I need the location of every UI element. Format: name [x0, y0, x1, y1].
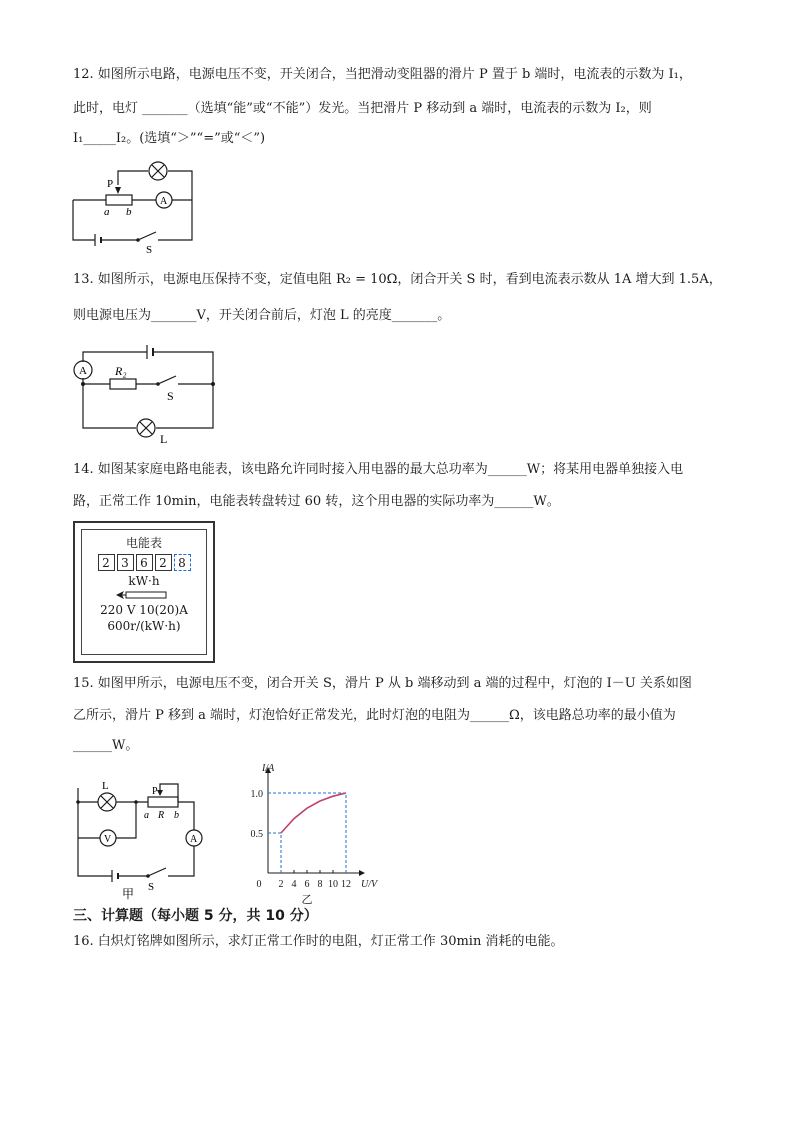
x-tick-label: 6 — [304, 879, 310, 890]
q15-line3: ______W。 — [73, 738, 139, 753]
meter-unit: kW·h — [128, 574, 160, 588]
energy-meter-panel — [81, 529, 207, 655]
q13-r2-label: R₂ — [115, 364, 127, 378]
energy-meter-figure — [73, 521, 215, 663]
x-tick-label: 10 — [328, 879, 338, 890]
q15-caption-yi: 乙 — [301, 894, 313, 905]
q12-label-a: a — [104, 206, 110, 218]
q15-lamp-label: L — [102, 780, 109, 792]
meter-disc-arrow-icon — [114, 590, 174, 600]
y-tick-label: 1.0 — [250, 789, 263, 800]
x-tick-label: 12 — [341, 879, 351, 890]
meter-digit: 6 — [136, 554, 153, 571]
q15-ammeter-label: A — [190, 834, 198, 845]
x-tick-label: 8 — [317, 879, 323, 890]
y-tick-label: 0.5 — [250, 829, 263, 840]
meter-title: 电能表 — [125, 536, 162, 550]
q13-circuit-figure — [70, 340, 220, 446]
q12-label-p: P — [107, 178, 114, 190]
q15-slider-p-label: P — [152, 786, 158, 797]
x-tick-label: 2 — [278, 879, 284, 890]
q13-line2: 则电源电压为_______V，开关闭合前后，灯泡 L 的亮度_______。 — [73, 308, 451, 323]
q13-lamp-label: L — [160, 432, 168, 446]
iu-graph-yi — [240, 755, 400, 905]
chart-labels — [251, 763, 380, 905]
meter-constant: 600r/(kW·h) — [107, 619, 181, 633]
q13-line1: 13. 如图所示，电源电压保持不变，定值电阻 R₂ = 10Ω，闭合开关 S 时，看到电流表示数从 1A 增大到 1.5A， — [73, 272, 722, 287]
chart-series — [281, 793, 346, 833]
chart-guides — [268, 793, 346, 873]
q15-line2: 乙所示，滑片 P 移到 a 端时，灯泡恰好正常发光，此时灯泡的电阻为______Ω，该电路总功率的最小值为 — [73, 708, 676, 723]
section-heading: 三、计算题（每小题 5 分，共 10 分） — [73, 908, 318, 924]
q12-ammeter-label: A — [160, 196, 168, 207]
meter-rating: 220 V 10(20)A — [100, 603, 188, 617]
q15-caption-jia: 甲 — [122, 887, 135, 900]
q12-line1: 12. 如图所示电路，电源电压不变，开关闭合，当把滑动变阻器的滑片 P 置于 b 端时，电流表的示数为 I₁， — [73, 67, 692, 82]
q12-line2: 此时，电灯 _______（选填“能”或“不能”）发光。当把滑片 P 移动到 a 端时，电流表的示数为 I₂，则 — [73, 101, 652, 116]
meter-digit: 2 — [98, 554, 115, 571]
x-tick-label: 0 — [256, 879, 262, 890]
meter-digit: 2 — [155, 554, 172, 571]
q15-voltmeter-label: V — [104, 834, 112, 845]
q15-switch-label: S — [148, 881, 155, 893]
meter-digit: 3 — [117, 554, 134, 571]
q13-switch-label: S — [167, 389, 174, 403]
chart-axes — [265, 767, 365, 876]
x-tick-label: 4 — [291, 879, 297, 890]
q12-switch-label: S — [146, 244, 153, 255]
q15-label-r: R — [158, 810, 165, 821]
q14-line2: 路，正常工作 10min，电能表转盘转过 60 转，这个用电器的实际功率为______W。 — [73, 494, 560, 509]
x-axis-arrow-icon — [359, 870, 365, 876]
iu-curve — [281, 793, 346, 833]
q15-line1: 15. 如图甲所示，电源电压不变，闭合开关 S，滑片 P 从 b 端移动到 a 端的过程中，灯泡的 I－U 关系如图 — [73, 676, 692, 691]
y-axis-label: I/A — [262, 763, 275, 774]
q14-line1: 14. 如图某家庭电路电能表，该电路允许同时接入用电器的最大总功率为______W；将某用电器单独接入电 — [73, 462, 684, 477]
x-axis-label: U/V — [361, 879, 378, 890]
meter-digits — [82, 554, 206, 571]
q13-ammeter-label: A — [79, 365, 87, 377]
q15-circuit-figure-jia — [70, 778, 215, 900]
q15-label-b: b — [174, 810, 179, 821]
q12-circuit-figure — [68, 155, 208, 255]
q15-label-a: a — [144, 810, 149, 821]
q12-label-b: b — [126, 206, 132, 218]
meter-digit-decimal: 8 — [174, 554, 191, 571]
q16-text: 16. 白炽灯铭牌如图所示，求灯正常工作时的电阻，灯正常工作 30min 消耗的电能。 — [73, 934, 564, 949]
q12-line3: I₁_____I₂。(选填“＞”“=”或“＜”) — [73, 131, 266, 146]
